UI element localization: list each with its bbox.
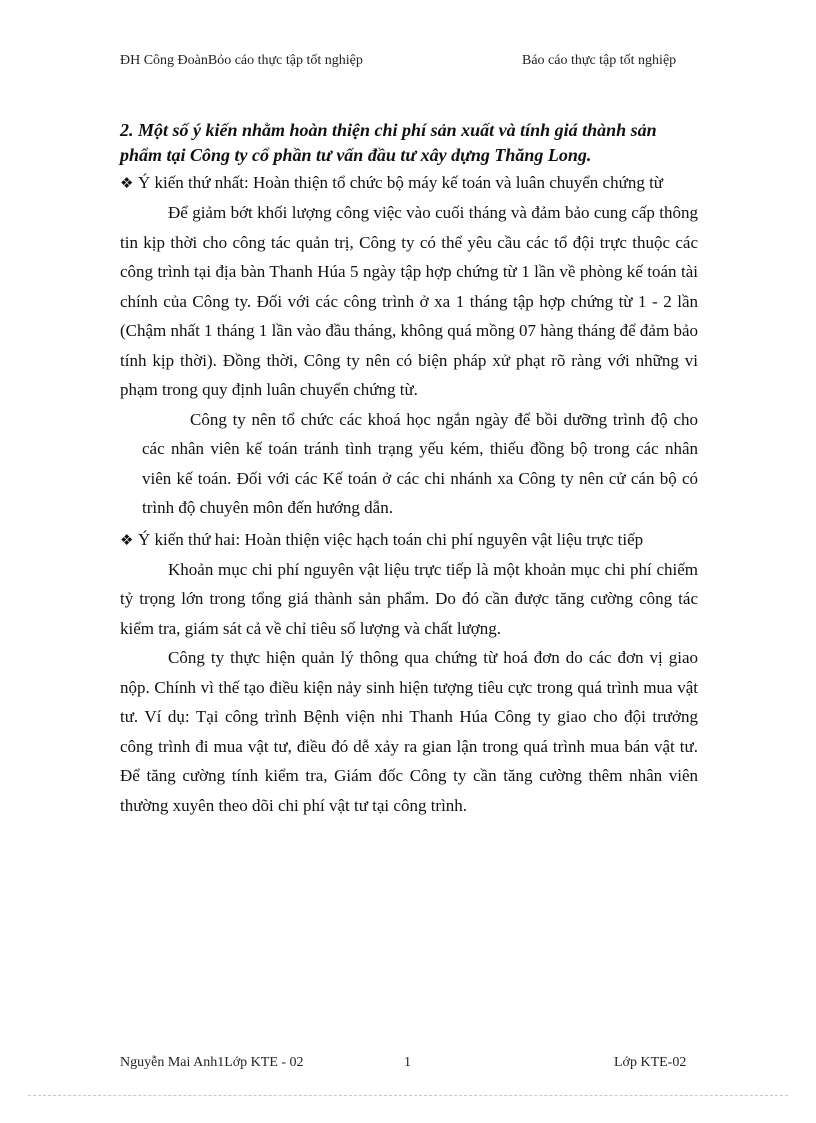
opinion-2-title-text: Ý kiến thứ hai: Hoàn thiện việc hạch toán chi phí nguyên vật liệu trực tiếp [138, 529, 644, 549]
page-bottom-divider [28, 1095, 788, 1096]
document-body [120, 118, 698, 820]
page-header-left: ĐH Công ĐoànBỏo cáo thực tập tốt nghiệp [120, 53, 363, 68]
opinion-2-paragraph-2: Công ty thực hiện quản lý thông qua chứng từ hoá đơn do các đơn vị giao nộp. Chính vì thế tạo điều kiện nảy sinh hiện tượng tiêu cực trong quá trình mua vật tư. Ví dụ: Tại công trình Bệnh viện nhi Thanh Húa Công ty giao cho đội trưởng công trình đi mua vật tư, điều đó dễ xảy ra gian lận trong quá trình mua bán vật tư. Để tăng cường tính kiểm tra, Giám đốc Công ty cần tăng cường thêm nhân viên thường xuyên theo dõi chi phí vật tư tại công trình. [120, 648, 698, 815]
opinion-2-paragraph-1: Khoản mục chi phí nguyên vật liệu trực tiếp là một khoản mục chi phí chiếm tỷ trọng lớn trong tổng giá thành sản phẩm. Do đó cần được tăng cường công tác kiểm tra, giám sát cả về chỉ tiêu số lượng và chất lượng. [120, 559, 698, 638]
opinion-2-title [120, 525, 698, 555]
page-number: 1 [404, 1055, 411, 1070]
opinion-1-paragraph-1: Để giảm bớt khối lượng công việc vào cuối tháng và đảm bảo cung cấp thông tin kịp thời cho công tác quản trị, Công ty có thể yêu cầu các tổ đội trực thuộc các công trình tại địa bàn Thanh Húa 5 ngày tập hợp chứng từ 1 lần về phòng kế toán tài chính của Công ty. Đối với các công trình ở xa 1 tháng tập hợp chứng từ 1 - 2 lần (Chậm nhất 1 tháng 1 lần vào đầu tháng, không quá mồng 07 hàng tháng để đảm bảo tính kịp thời). Đồng thời, Công ty nên có biện pháp xử phạt rõ ràng với những vi phạm trong quy định luân chuyển chứng từ. [120, 203, 698, 399]
opinion-1-title-text: Ý kiến thứ nhất: Hoàn thiện tổ chức bộ máy kế toán và luân chuyển chứng từ [138, 173, 663, 192]
page-footer-right: Lớp KTE-02 [614, 1055, 687, 1070]
opinion-1-paragraph-2: Công ty nên tổ chức các khoá học ngắn ngày để bồi dưỡng trình độ cho các nhân viên kế toán tránh tình trạng yếu kém, thiếu đồng bộ trong các nhân viên kế toán. Đối với các Kế toán ở các chi nhánh xa Công ty nên cử cán bộ có trình độ chuyên môn đến hướng dẫn. [142, 409, 698, 517]
page-footer-left: Nguyễn Mai Anh1Lớp KTE - 02 [120, 1055, 304, 1070]
page-header-right: Báo cáo thực tập tốt nghiệp [522, 53, 677, 68]
section-heading: 2. Một số ý kiến nhằm hoàn thiện chi phí sản xuất và tính giá thành sản phẩm tại Công ty cổ phần tư vấn đầu tư xây dựng Thăng Long. [120, 120, 657, 165]
diamond-bullet-icon: ❖ [120, 530, 134, 549]
diamond-bullet-icon: ❖ [120, 174, 134, 192]
opinion-1-title [120, 168, 698, 198]
